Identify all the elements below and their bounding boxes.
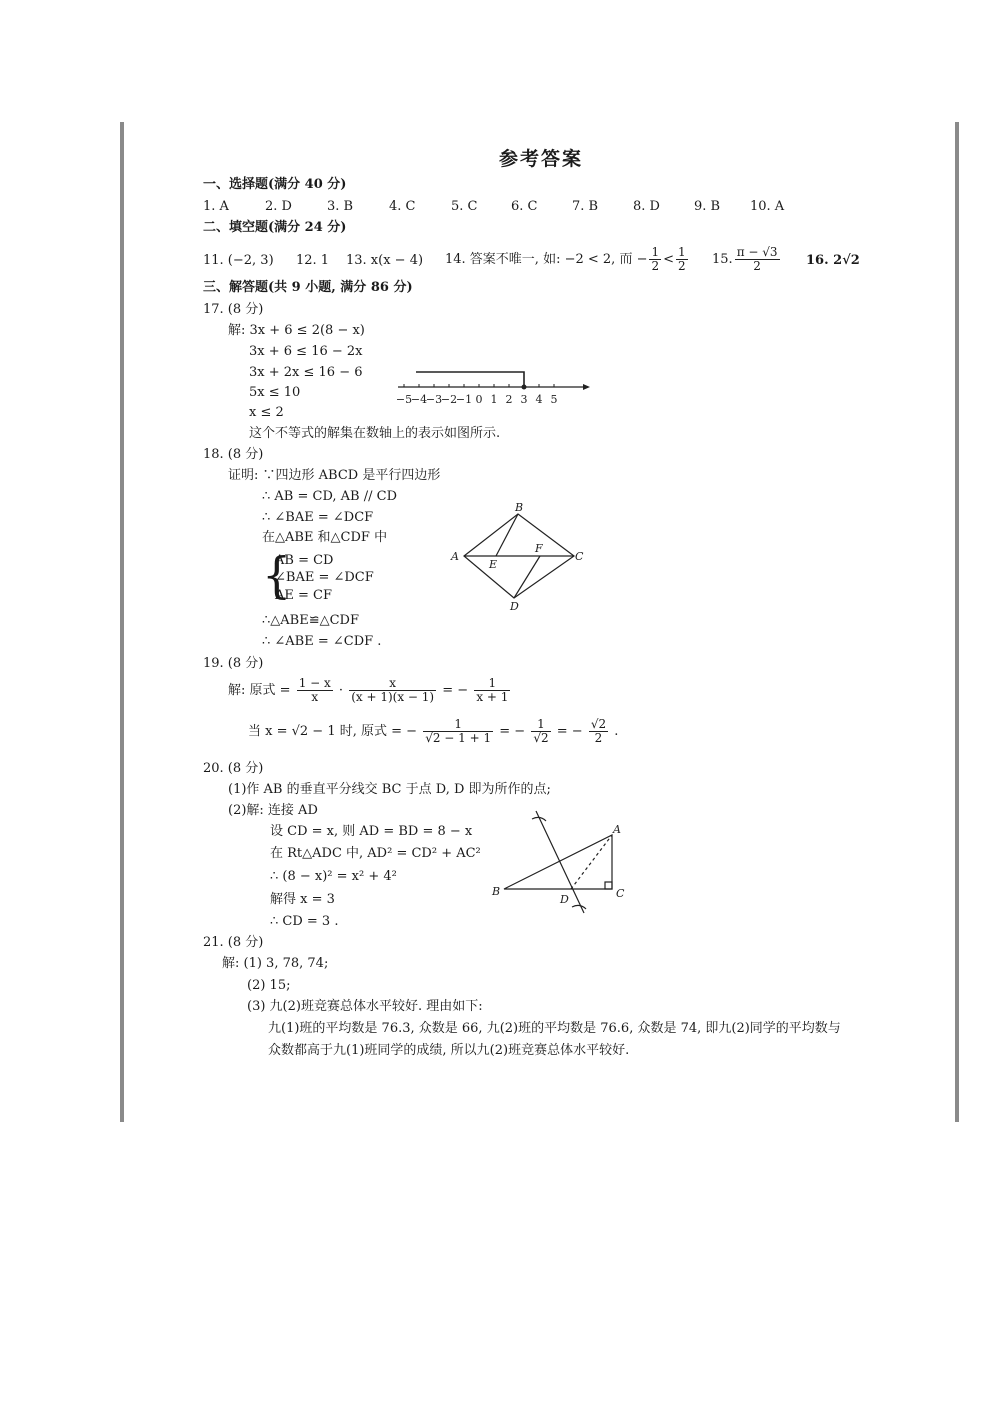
q19-label: 19. (8 分)	[203, 656, 264, 671]
answer-12: 12. 1	[296, 253, 330, 268]
parallelogram-diagram	[448, 500, 588, 615]
point-label-C: C	[575, 550, 584, 563]
tick-label: −3	[425, 393, 443, 406]
answer-3: 3. B	[327, 199, 354, 214]
answer-9: 9. B	[694, 199, 721, 214]
tick-label: −1	[455, 393, 473, 406]
point-label-B: B	[492, 885, 501, 898]
solution-ray	[416, 372, 524, 387]
q21-line-3: (3) 九(2)班竞赛总体水平较好. 理由如下:	[247, 999, 483, 1014]
q17-conclusion: 这个不等式的解集在数轴上的表示如图所示.	[249, 426, 501, 441]
answer-6: 6. C	[511, 199, 538, 214]
q20-line-4: 在 Rt△ADC 中, AD² = CD² + AC²	[270, 846, 481, 861]
point-label-B: B	[515, 501, 524, 514]
tick-label: −2	[440, 393, 458, 406]
q21-line-2: (2) 15;	[247, 978, 291, 993]
q18-end-2: ∴ ∠ABE = ∠CDF .	[262, 634, 382, 649]
section3-header: 三、解答题(共 9 小题, 满分 86 分)	[203, 280, 413, 295]
page-title: 参考答案	[498, 148, 583, 170]
section1-header: 一、选择题(满分 40 分)	[203, 177, 347, 192]
point-label-F: F	[535, 542, 543, 555]
q18-brace-3: AE = CF	[275, 588, 333, 603]
q18-line-1: 证明: ∵四边形 ABCD 是平行四边形	[228, 468, 441, 483]
q17-label: 17. (8 分)	[203, 302, 264, 317]
point-label-D: D	[560, 893, 569, 906]
q17-line-1: 解: 3x + 6 ≤ 2(8 − x)	[228, 323, 365, 338]
point-label-A: A	[613, 823, 621, 836]
q21-line-4: 九(1)班的平均数是 76.3, 众数是 66, 九(2)班的平均数是 76.6, 众数是 74, 即九(2)同学的平均数与	[268, 1021, 841, 1036]
answer-14-frac-a: $\frac{1}{2}$	[651, 245, 660, 273]
answer-14-text: 14. 答案不唯一, 如: −2 < 2, 而 −	[445, 252, 648, 267]
answer-4: 4. C	[389, 199, 416, 214]
q17-line-3: 3x + 2x ≤ 16 − 6	[249, 365, 363, 380]
tick-label: 5	[550, 393, 558, 406]
point-label-C: C	[616, 887, 625, 900]
answer-13: 13. x(x − 4)	[346, 253, 424, 268]
q20-line-3: 设 CD = x, 则 AD = BD = 8 − x	[270, 824, 473, 839]
answer-15-label: 15.	[712, 252, 733, 267]
q19-frac-5: $\frac{1}{√2}$	[533, 717, 549, 745]
q17-line-5: x ≤ 2	[249, 405, 284, 420]
answer-16: 16. 2√2	[806, 253, 860, 268]
q19-frac-6: $\frac{√2}{2}$	[590, 717, 607, 745]
answer-1: 1. A	[203, 199, 229, 214]
q19-frac-1: $\frac{1 - x}{x}$	[298, 676, 331, 704]
q19-frac-3: $\frac{1}{x + 1}$	[476, 676, 509, 704]
answer-11: 11. (−2, 3)	[203, 253, 274, 268]
q19-line-2: 当 x = √2 − 1 时, 原式 = − $\frac{1}{√2 - 1 + 1}$ = − $\frac{1}{√2}$ = − $\frac{√2}{2}$ .	[248, 717, 619, 745]
answer-8: 8. D	[633, 199, 660, 214]
answer-2: 2. D	[265, 199, 292, 214]
answer-15	[712, 246, 782, 273]
triangle-diagram	[488, 805, 638, 917]
q20-line-2: (2)解: 连接 AD	[228, 803, 318, 818]
answer-5: 5. C	[451, 199, 478, 214]
number-line	[394, 365, 594, 410]
tick-label: 1	[490, 393, 498, 406]
q21-line-5: 众数都高于九(1)班同学的成绩, 所以九(2)班竞赛总体水平较好.	[268, 1043, 630, 1058]
right-border	[955, 122, 959, 1122]
q20-label: 20. (8 分)	[203, 761, 264, 776]
point-label-D: D	[510, 600, 519, 613]
tick-label: 2	[505, 393, 513, 406]
tick-label: −5	[395, 393, 413, 406]
tick-label: 4	[535, 393, 543, 406]
answer-14-frac-b: $\frac{1}{2}$	[678, 245, 686, 273]
point-label-E: E	[489, 558, 498, 571]
q21-line-1: 解: (1) 3, 78, 74;	[222, 956, 329, 971]
q18-line-2: ∴ AB = CD, AB // CD	[262, 489, 398, 504]
q19-frac-4: $\frac{1}{√2 - 1 + 1}$	[425, 717, 492, 745]
q18-line-4: 在△ABE 和△CDF 中	[262, 530, 388, 545]
q21-label: 21. (8 分)	[203, 935, 264, 950]
q18-line-3: ∴ ∠BAE = ∠DCF	[262, 510, 374, 525]
left-border	[120, 122, 124, 1122]
answer-10: 10. A	[750, 199, 785, 214]
q18-brace-2: ∠BAE = ∠DCF	[275, 570, 374, 585]
q18-brace-1: AB = CD	[275, 553, 334, 568]
system-brace: {	[262, 546, 292, 604]
q20-line-1: (1)作 AB 的垂直平分线交 BC 于点 D, D 即为所作的点;	[228, 782, 551, 797]
answer-14-lt: <	[663, 252, 675, 267]
section2-header: 二、填空题(满分 24 分)	[203, 220, 347, 235]
q19-frac-2: $\frac{x}{(x + 1)(x - 1)}$	[351, 676, 435, 704]
point-label-A: A	[451, 550, 459, 563]
q17-line-2: 3x + 6 ≤ 16 − 2x	[249, 344, 363, 359]
answer-14	[445, 246, 690, 273]
endpoint-dot	[522, 385, 527, 390]
answer-7: 7. B	[572, 199, 599, 214]
q18-label: 18. (8 分)	[203, 447, 264, 462]
q17-line-4: 5x ≤ 10	[249, 385, 301, 400]
q20-line-7: ∴ CD = 3 .	[270, 914, 339, 929]
q18-end-1: ∴△ABE≌△CDF	[262, 613, 359, 628]
q20-line-6: 解得 x = 3	[270, 892, 335, 907]
q19-line-1: 解: 原式 = $\frac{1 - x}{x}$ · $\frac{x}{(x + 1)(x - 1)}$ = − $\frac{1}{x + 1}$	[228, 676, 509, 704]
q20-line-5: ∴ (8 − x)² = x² + 4²	[270, 869, 397, 884]
answer-15-frac: $\frac{\pi - √3}{2}$	[736, 245, 778, 273]
tick-label: 0	[475, 393, 483, 406]
tick-label: −4	[410, 393, 428, 406]
tick-label: 3	[520, 393, 528, 406]
